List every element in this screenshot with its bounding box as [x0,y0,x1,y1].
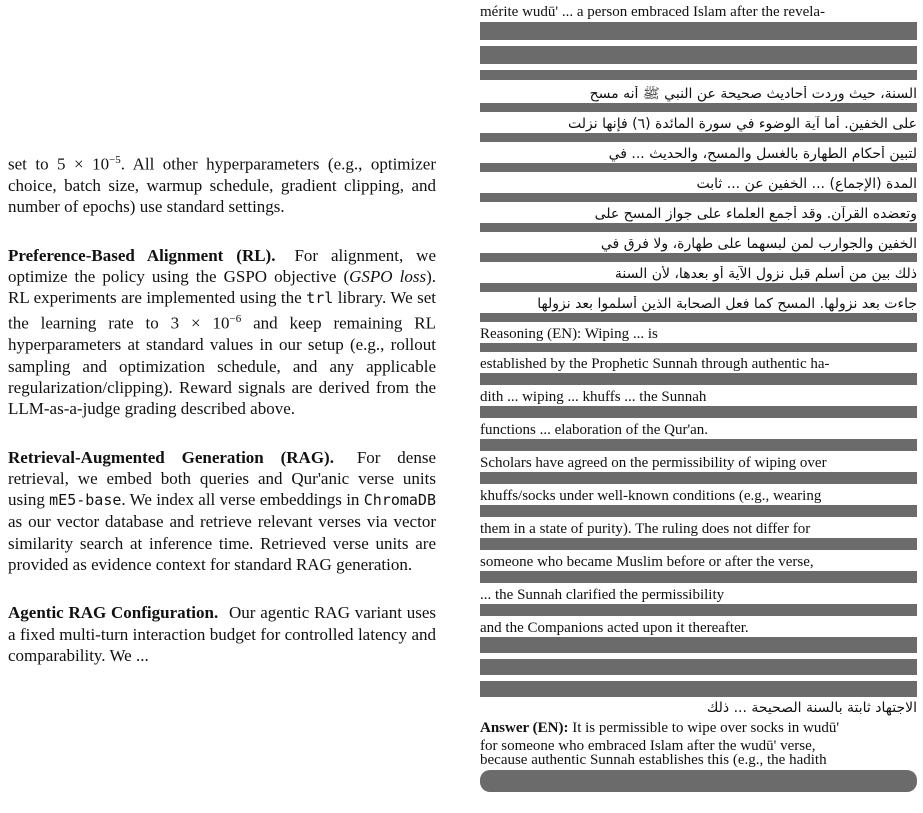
reasoning-line: dith ... wiping ... khuffs ... the Sunnah [480,389,707,405]
arabic-line: على الخفين. أما آية الوضوء في سورة المائدة (٦) فإنها نزلت [568,116,917,132]
redaction-bar [480,313,917,322]
text: . All other hyperparameters (e.g., optimizer choice, batch size, warmup schedule, gradient clipping, and number of epochs) use standard settings. [8,154,436,217]
paragraph-agentic [8,602,436,666]
redaction-bar [480,46,917,64]
section-heading-rag: Retrieval-Augmented Generation (RAG). [8,447,334,467]
redaction-bar [480,103,917,112]
reasoning-line: functions ... elaboration of the Qur'an. [480,422,709,438]
redaction-bar [480,571,917,583]
arabic-line: ذلك بين من أسلم قبل نزول الآية أو بعدها، لأن السنة [614,266,917,282]
redaction-bar [480,253,917,262]
redaction-bar [480,637,917,653]
arabic-line: لتبين أحكام الطهارة بالغسل والمسح، والحديث ... في [608,146,917,162]
right-column-example [480,0,917,813]
redaction-bar [480,223,917,232]
text: For alignment, we optimize the policy using the GSPO objective ( [8,245,437,286]
exponent: −6 [229,313,242,326]
emphasis: GSPO loss [349,266,427,286]
text: ). RL experiments are implemented using the [8,266,436,308]
text: For dense retrieval, we embed both queries and Qur'anic verse units using [8,447,436,510]
code-chromadb: ChromaDB [363,491,436,510]
code-me5: mE5-base [49,491,122,510]
paragraph-learning-rate [8,150,436,218]
redaction-bar [480,22,917,40]
section-heading-rl: Preference-Based Alignment (RL). [8,245,276,265]
arabic-line: السنة، حيث وردت أحاديث صحيحة عن النبي ﷺ أنه مسح [589,86,917,102]
text: . We index all verse embeddings in [121,490,364,510]
redaction-bar [480,439,917,451]
answer-line: because authentic Sunnah establishes this (e.g., the hadith [480,752,827,768]
redaction-bar [480,472,917,484]
section-heading-agentic: Agentic RAG Configuration. [8,603,219,623]
arabic-answer-line: الاجتهاد ثابتة بالسنة الصحيحة ... ذلك [706,700,917,716]
left-column [8,150,436,693]
redaction-bar [480,659,917,675]
redaction-bar [480,681,917,697]
redaction-bar [480,343,917,352]
answer-line [480,720,917,736]
redaction-bar [480,538,917,550]
text: library. We set the learning rate to 3 × 10 [8,288,436,334]
text: and keep remaining RL hyperparameters at standard values in our setup (e.g., rollout sampling and optimization schedule, and any applicable regularization/clipping). Reward signals are derived from the LLM-as-a-judge grading described above. [8,314,436,419]
reasoning-line: Reasoning (EN): Wiping ... is [480,326,658,342]
redaction-bar [480,604,917,616]
answer-text: It is permissible to wipe over socks in wudū' [572,720,840,736]
paragraph-rl [8,245,436,420]
reasoning-line: ... the Sunnah clarified the permissibility [480,587,725,603]
text: Our agentic RAG variant uses a fixed multi-turn interaction budget for controlled latency and comparability. We ... [8,603,436,665]
redaction-pill [480,770,917,792]
top-line: mérite wudū' ... a person embraced Islam after the revela- [480,4,826,20]
text: set to 5 × 10 [8,154,110,174]
reasoning-line: established by the Prophetic Sunnah through authentic ha- [480,356,830,372]
answer-line: for someone who embraced Islam after the wudū' verse, [480,738,816,754]
reasoning-line: Scholars have agreed on the permissibility of wiping over [480,455,827,471]
redaction-bar [480,406,917,418]
code-trl: trl [306,289,334,308]
redaction-bar [480,70,917,80]
arabic-line: جاءت بعد نزولها. المسح كما فعل الصحابة الذين أسلموا بعد نزولها [537,296,917,312]
text: as our vector database and retrieve relevant verses via vector similarity search at inference time. Retrieved verse units are provided as evidence context for standard RAG generation. [8,512,436,575]
reasoning-line: someone who became Muslim before or after the verse, [480,554,814,570]
redaction-bar [480,505,917,517]
reasoning-line: khuffs/socks under well-known conditions (e.g., wearing [480,488,822,504]
paragraph-rag [8,447,436,576]
redaction-bar [480,373,917,385]
reasoning-line: and the Companions acted upon it thereafter. [480,620,749,636]
arabic-line: المدة (الإجماع) ... الخفين عن ... ثابت [696,176,917,192]
reasoning-line: them in a state of purity). The ruling does not differ for [480,521,811,537]
arabic-line: وتعضده القرآن. وقد أجمع العلماء على جواز المسح على [594,206,917,222]
redaction-bar [480,133,917,142]
redaction-bar [480,283,917,292]
redaction-bar [480,193,917,202]
exponent: −5 [109,154,121,166]
redaction-bar [480,163,917,172]
arabic-line: الخفين والجوارب لمن لبسهما على طهارة، ولا فرق في [600,236,917,252]
answer-label: Answer (EN): [480,720,569,736]
